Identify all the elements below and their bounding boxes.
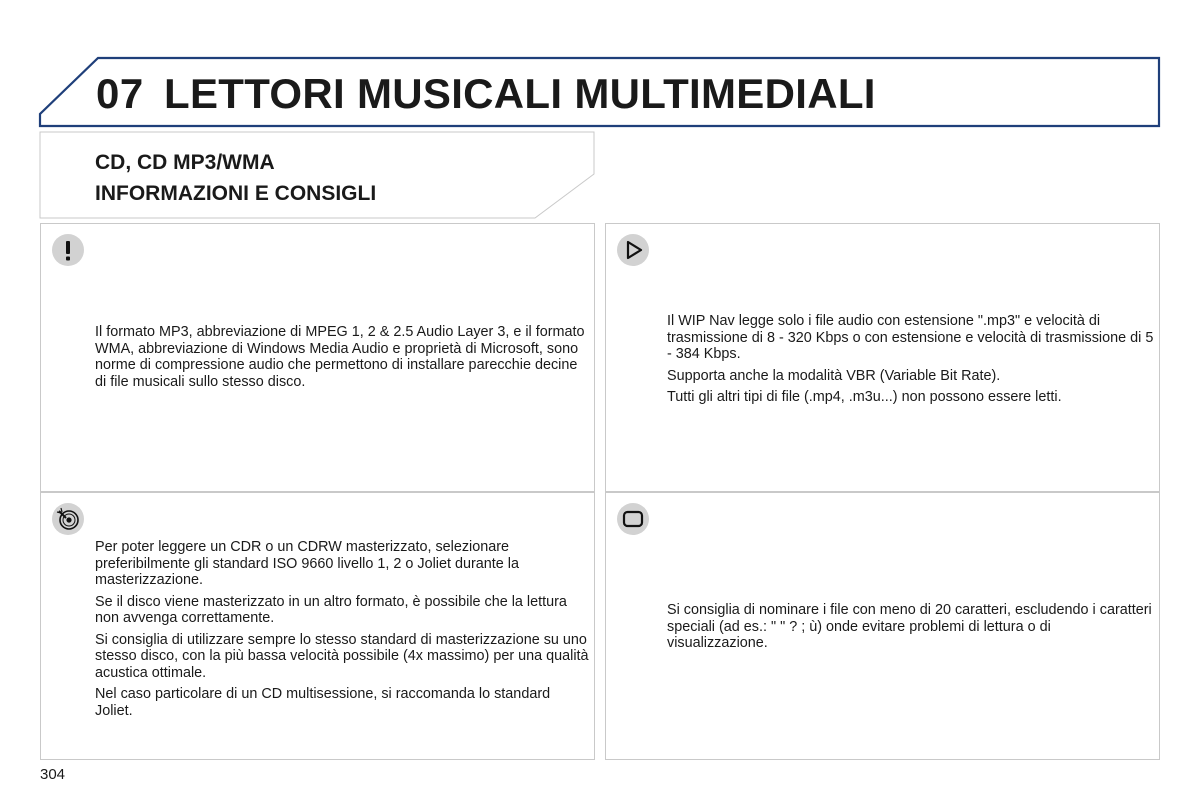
info-panel-file-naming: [605, 492, 1160, 760]
disc-burn-icon: [52, 503, 84, 535]
paragraph: Supporta anche la modalità VBR (Variable Bit Rate).: [667, 367, 1001, 384]
info-panel-text: [95, 324, 590, 395]
section-title: [95, 147, 376, 209]
section-title-line-1: CD, CD MP3/WMA: [95, 151, 275, 174]
info-panel-burning-standards: [40, 492, 595, 760]
info-panel-supported-files: [605, 223, 1160, 492]
paragraph: Si consiglia di utilizzare sempre lo stesso standard di masterizzazione su uno stesso disco, con la più bassa velocità possibile (4x massimo) per una qualità acustica ottimale.: [95, 631, 589, 681]
chapter-number: 07: [96, 70, 144, 117]
paragraph: Si consiglia di nominare i file con meno di 20 caratteri, escludendo i caratteri speciali (ad es.: " " ? ; ù) onde evitare problemi di lettura o di visualizzazione.: [667, 602, 1152, 651]
paragraph: Il WIP Nav legge solo i file audio con estensione ".mp3" e velocità di trasmissione di 8 - 320 Kbps o con estensione e velocità di trasmissione di 5 - 384 Kbps.: [667, 313, 1154, 362]
nav-panel-text: [667, 313, 1155, 411]
exclamation-icon: [52, 234, 84, 266]
paragraph: Il formato MP3, abbreviazione di MPEG 1, 2 & 2.5 Audio Layer 3, e il formato WMA, abbreviazione di Windows Media Audio e proprietà di Microsoft, sono norme di compressione audio che permettono di installare parecchie decine di file musicali sullo stesso disco.: [95, 324, 585, 390]
cdr-panel-text: [95, 539, 590, 724]
paragraph: Nel caso particolare di un CD multisessione, si raccomanda lo standard Joliet.: [95, 686, 551, 719]
chapter-title: LETTORI MUSICALI MULTIMEDIALI: [164, 70, 876, 117]
section-title-line-2: INFORMAZIONI E CONSIGLI: [95, 182, 377, 205]
paragraph: Per poter leggere un CDR o un CDRW masterizzato, selezionare preferibilmente gli standard ISO 9660 livello 1, 2 o Joliet durante la masterizzazione.: [95, 539, 519, 588]
page-number: 304: [40, 766, 66, 783]
paragraph: Tutti gli altri tipi di file (.mp4, .m3u...) non possono essere letti.: [667, 389, 1062, 405]
screen-icon: [617, 503, 649, 535]
play-triangle-icon: [617, 234, 649, 266]
naming-panel-text: [667, 602, 1155, 657]
paragraph: Se il disco viene masterizzato in un altro formato, è possibile che la lettura non avvenga correttamente.: [95, 593, 567, 626]
info-panel-mp3-wma-formats: [40, 223, 595, 492]
